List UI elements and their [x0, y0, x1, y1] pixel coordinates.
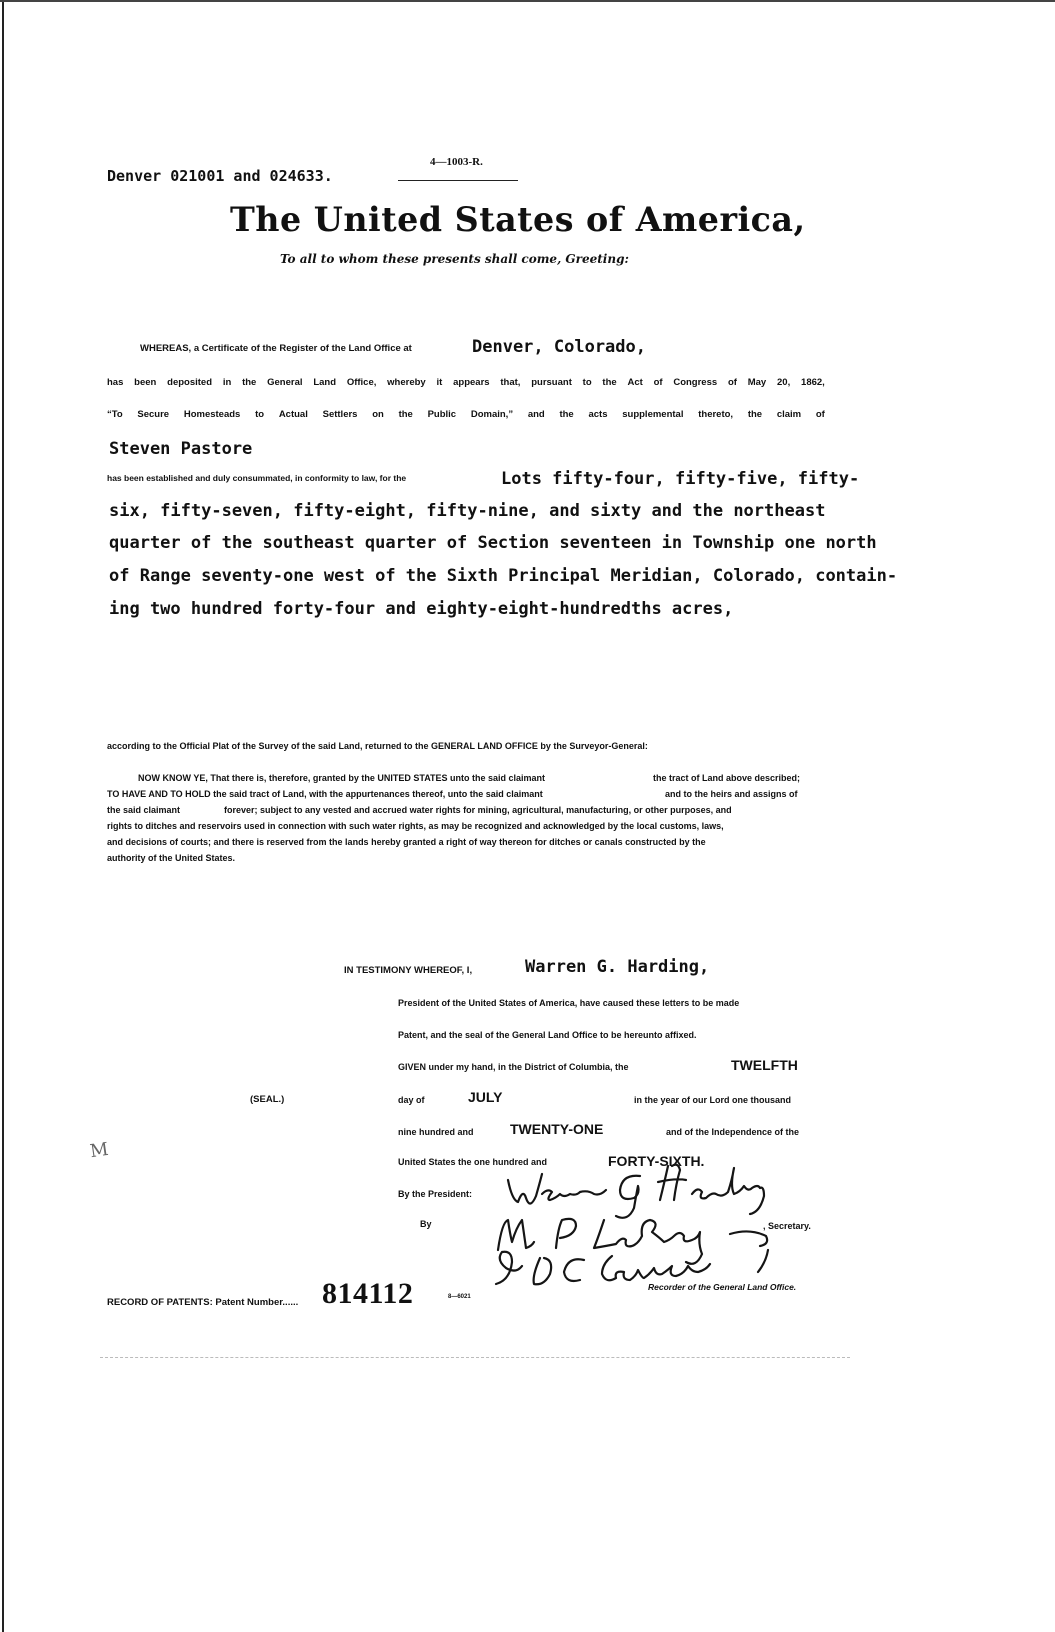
signature-stroke [692, 1168, 764, 1214]
land-description-line: six, fifty-seven, fifty-eight, fifty-nine, and sixty and the northeast [109, 501, 826, 521]
land-description-line: ing two hundred forty-four and eighty-eight-hundredths acres, [109, 599, 734, 619]
testimony-line: Patent, and the seal of the General Land Office to be hereunto affixed. [398, 1030, 697, 1040]
margin-mark: M [88, 1138, 110, 1163]
form-number-rule [398, 180, 518, 181]
record-label: RECORD OF PATENTS: Patent Number...... [107, 1297, 299, 1308]
word: on [372, 409, 384, 420]
us-label: United States the one hundred and [398, 1157, 548, 1167]
patent-number: 814112 [322, 1277, 414, 1310]
land-description-line: of Range seventy-one west of the Sixth Principal Meridian, Colorado, contain- [109, 566, 898, 586]
word: Domain,” [470, 409, 514, 420]
word: the [747, 409, 763, 420]
day-value: TWELFTH [731, 1057, 798, 1073]
grant-line: and to the heirs and assigns of [665, 789, 798, 799]
grant-line: rights to ditches and reservoirs used in connection with such water rights, as may be recognized and acknowledged by the local customs, laws, [107, 821, 724, 831]
year-words: TWENTY-ONE [510, 1121, 604, 1137]
independence-label: and of the Independence of the [666, 1127, 800, 1137]
word: the [242, 377, 257, 388]
by-label: By [420, 1219, 432, 1229]
word: the [559, 409, 574, 420]
word: to [255, 409, 265, 420]
land-description-line: quarter of the southeast quarter of Section seventeen in Township one north [109, 533, 877, 553]
word: pursuant [531, 377, 572, 388]
greeting: To all to whom these presents shall come, Greeting: [280, 252, 629, 266]
claimant-name: Steven Pastore [109, 439, 253, 459]
grant-line: and decisions of courts; and there is reserved from the lands hereby granted a right of way thereon for ditches or canals constructed by the [107, 837, 706, 847]
word: Office, [346, 377, 377, 388]
word: of [727, 377, 737, 388]
word: been [134, 377, 157, 388]
signature-stroke [496, 1252, 522, 1284]
word: thereto, [698, 409, 734, 420]
testimony-line: President of the United States of America, have caused these letters to be made [398, 998, 740, 1008]
signatures-image [480, 1160, 840, 1295]
page-edge-top [0, 0, 1055, 2]
word: Settlers [322, 409, 358, 420]
word: of [653, 377, 663, 388]
seal-label: (SEAL.) [250, 1094, 285, 1105]
signature-stroke [602, 1256, 710, 1280]
signature-stroke [616, 1176, 640, 1218]
word: Homesteads [183, 409, 241, 420]
file-reference: Denver 021001 and 024633. [107, 167, 333, 185]
word: has [107, 377, 124, 388]
whereas-intro: WHEREAS, a Certificate of the Register of the Land Office at [140, 343, 412, 354]
word: Public [427, 409, 457, 420]
divider [100, 1357, 850, 1358]
word: claim [776, 409, 802, 420]
land-office-location: Denver, Colorado, [472, 337, 646, 357]
word: acts [588, 409, 608, 420]
independence-words: FORTY-SIXTH. [608, 1153, 705, 1169]
nine-hundred-label: nine hundred and [398, 1127, 474, 1137]
president-name: Warren G. Harding, [525, 957, 710, 977]
word: May [747, 377, 767, 388]
signature-stroke [508, 1174, 542, 1204]
word: it [436, 377, 443, 388]
word: Congress [673, 377, 718, 388]
word: the [602, 377, 617, 388]
word: “To [107, 409, 123, 420]
page-edge [2, 0, 4, 1632]
consummated-text: has been established and duly consummated, in conformity to law, for the [107, 473, 407, 483]
word: 1862, [801, 377, 825, 388]
signature-stroke [498, 1220, 534, 1250]
word: that, [500, 377, 521, 388]
printer-code: 8—6021 [448, 1294, 471, 1300]
signature-stroke [658, 1165, 686, 1200]
word: General [267, 377, 303, 388]
word: Land [313, 377, 337, 388]
by-president-label: By the President: [398, 1189, 473, 1199]
word: Actual [278, 409, 308, 420]
homestead-act-line [107, 409, 825, 420]
signature-stroke [758, 1250, 768, 1272]
word: whereby [387, 377, 426, 388]
word: deposited [167, 377, 213, 388]
year-label: in the year of our Lord one thousand [634, 1095, 792, 1105]
grant-line: forever; subject to any vested and accrued water rights for mining, agricultural, manufacturing, or other purposes, and [224, 805, 732, 815]
word: appears [453, 377, 490, 388]
word: supplemental [622, 409, 684, 420]
secretary-label: , Secretary. [763, 1221, 811, 1231]
word: 20, [777, 377, 791, 388]
grant-line: the said claimant [107, 805, 181, 815]
signature-stroke [534, 1258, 552, 1284]
testimony-label: IN TESTIMONY WHEREOF, I, [344, 965, 473, 976]
word: to [582, 377, 592, 388]
signature-stroke [556, 1219, 576, 1248]
day-of-label: day of [398, 1095, 425, 1105]
form-number: 4—1003-R. [430, 156, 483, 168]
grant-line: NOW KNOW YE, That there is, therefore, granted by the UNITED STATES unto the said claimant [138, 773, 546, 783]
word: of [815, 409, 825, 420]
document-title: The United States of America, [230, 200, 806, 240]
word: Secure [137, 409, 170, 420]
word: in [222, 377, 232, 388]
grant-line: TO HAVE AND TO HOLD the said tract of Land, with the appurtenances thereof, unto the said claimant [107, 789, 543, 799]
official-plat-text: according to the Official Plat of the Survey of the said Land, returned to the GENERAL LAND OFFICE by the Surveyor-General: [107, 741, 648, 751]
given-label: GIVEN under my hand, in the District of Columbia, the [398, 1062, 629, 1072]
signature-stroke [730, 1231, 767, 1246]
act-of-congress-line [107, 377, 825, 388]
land-description-line: Lots fifty-four, fifty-five, fifty- [501, 469, 860, 489]
recorder-label: Recorder of the General Land Office. [648, 1282, 797, 1292]
grant-line: the tract of Land above described; [653, 773, 801, 783]
word: the [398, 409, 413, 420]
word: Act [627, 377, 643, 388]
month-value: JULY [468, 1089, 503, 1105]
signature-stroke [564, 1259, 584, 1281]
grant-line: authority of the United States. [107, 853, 236, 863]
word: and [527, 409, 545, 420]
signature-stroke [542, 1190, 606, 1200]
